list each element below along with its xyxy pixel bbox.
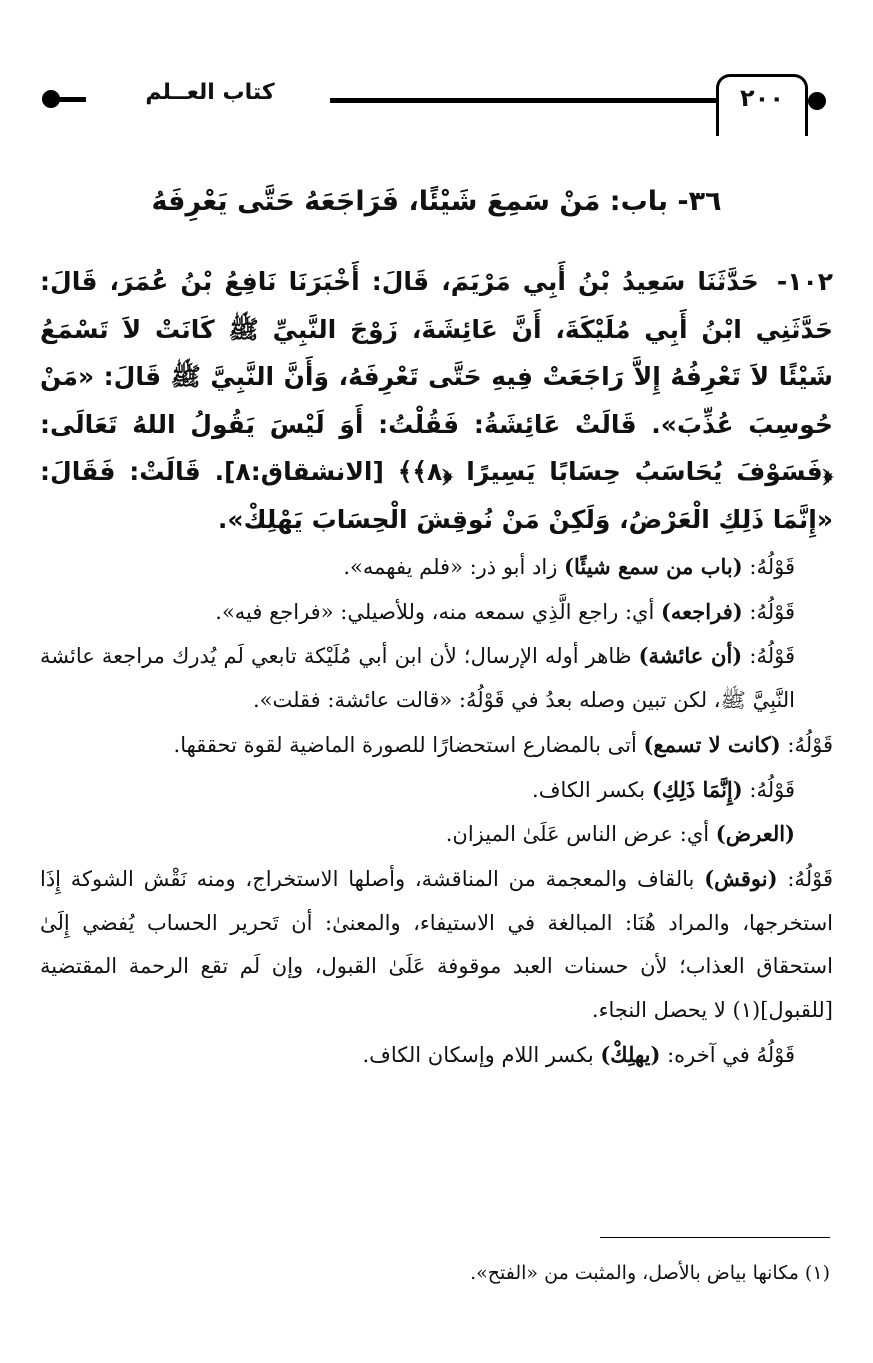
commentary-paragraph bbox=[40, 634, 833, 722]
commentary-paragraph bbox=[40, 1033, 833, 1078]
commentary-paragraph bbox=[40, 857, 833, 1033]
header-rule-left bbox=[58, 97, 86, 102]
commentary-keyword: (إِنَّمَا ذَلِكِ) bbox=[651, 776, 743, 802]
qawluhu-label: قَوْلُهُ: bbox=[749, 555, 795, 579]
commentary-text: زاد أبو ذر: «فلم يفهمه». bbox=[343, 555, 565, 579]
commentary-text: أتى بالمضارع استحضارًا للصورة الماضية لقوة تحققها. bbox=[173, 732, 644, 757]
chapter-heading: ٣٦- باب: مَنْ سَمِعَ شَيْئًا، فَرَاجَعَهُ حَتَّى يَعْرِفَهُ bbox=[151, 186, 722, 217]
commentary-text: بكسر اللام وإسكان الكاف. bbox=[362, 1042, 601, 1067]
commentary-paragraph bbox=[40, 590, 833, 635]
footnote-separator bbox=[600, 1237, 830, 1238]
hadith-text: حَدَّثَنَا سَعِيدُ بْنُ أَبِي مَرْيَمَ، قَالَ: أَخْبَرَنَا نَافِعُ بْنُ عُمَرَ، قَالَ: حَدَّثَنِي ابْنُ أَبِي مُلَيْكَةَ، أَنَّ عَائِشَةَ، زَوْجَ النَّبِيِّ ﷺ كَانَتْ لاَ تَسْمَعُ شَيْئًا لاَ تَعْرِفُهُ إِلاَّ رَاجَعَتْ فِيهِ حَتَّى تَعْرِفَهُ، وَأَنَّ النَّبِيَّ ﷺ قَالَ: «مَنْ حُوسِبَ عُذِّبَ». قَالَتْ عَائِشَةُ: فَقُلْتُ: أَوَ لَيْسَ يَقُولُ اللهُ تَعَالَى: ﴿فَسَوْفَ يُحَاسَبُ حِسَابًا يَسِيرًا ﴿٨﴾﴾ [الانشقاق:٨]. قَالَتْ: فَقَالَ: «إِنَّمَا ذَلِكِ الْعَرْضُ، وَلَكِنْ مَنْ نُوقِشَ الْحِسَابَ يَهْلِكْ». bbox=[40, 267, 833, 534]
commentary-keyword: (يهلِكْ) bbox=[600, 1041, 661, 1067]
hadith-text-block bbox=[40, 258, 833, 543]
commentary-text: بالقاف والمعجمة من المناقشة، وأصلها الاستخراج، ومنه نَقْش الشوكة إِذَا استخرجها، والمراد هُنَا: المبالغة في الاستيفاء، والمعنىٰ: أن تَحرير الحساب يُفضي إِلَىٰ استحقاق العذاب؛ لأن حسنات العبد موقوفة عَلَىٰ القبول، وإن لَم تقع الرحمة المقتضية [للقبول](١) لا يحصل النجاء. bbox=[40, 866, 833, 1023]
qawluhu-label: قَوْلُهُ في آخره: bbox=[667, 1042, 795, 1067]
page-header bbox=[0, 60, 873, 140]
commentary-paragraph bbox=[40, 545, 833, 590]
commentary-keyword: (فراجعه) bbox=[660, 598, 743, 624]
qawluhu-label: قَوْلُهُ: bbox=[749, 777, 795, 802]
commentary-keyword: (نوقش) bbox=[704, 865, 778, 891]
commentary-paragraph bbox=[40, 723, 833, 768]
commentary-keyword: (باب من سمع شيئًا) bbox=[564, 554, 743, 579]
commentary-paragraph bbox=[40, 812, 833, 857]
page-number: ٢٠٠ bbox=[716, 74, 808, 136]
commentary-text: أي: عرض الناس عَلَىٰ الميزان. bbox=[445, 822, 716, 847]
qawluhu-label: قَوْلُهُ: bbox=[787, 732, 833, 757]
commentary-text: بكسر الكاف. bbox=[532, 777, 652, 802]
commentary-text: أي: راجع الَّذِي سمعه منه، وللأصيلي: «فراجع فيه». bbox=[215, 599, 661, 624]
qawluhu-label: قَوْلُهُ: bbox=[749, 644, 795, 669]
header-ornament-dot-right bbox=[808, 92, 826, 110]
header-rule-right bbox=[330, 98, 716, 103]
hadith-number: ١٠٢- bbox=[776, 267, 833, 296]
running-title: كتاب العــلم bbox=[145, 80, 275, 105]
footnote: (١) مكانها بياض بالأصل، والمثبت من «الفتح». bbox=[470, 1262, 830, 1284]
commentary-keyword: (أن عائشة) bbox=[638, 643, 743, 669]
commentary-paragraph bbox=[40, 768, 833, 813]
commentary-section bbox=[40, 545, 833, 1077]
qawluhu-label: قَوْلُهُ: bbox=[787, 866, 833, 891]
qawluhu-label: قَوْلُهُ: bbox=[749, 599, 795, 624]
commentary-keyword: (العرض) bbox=[715, 821, 795, 847]
commentary-text: ظاهر أوله الإرسال؛ لأن ابن أبي مُلَيْكة تابعي لَم يُدرك مراجعة عائشة النَّبِيَّ ﷺ، لكن تبين وصله بعدُ في قَوْلُهُ: «قالت عائشة: فقلت». bbox=[40, 644, 795, 713]
commentary-keyword: (كانت لا تسمع) bbox=[643, 731, 781, 757]
